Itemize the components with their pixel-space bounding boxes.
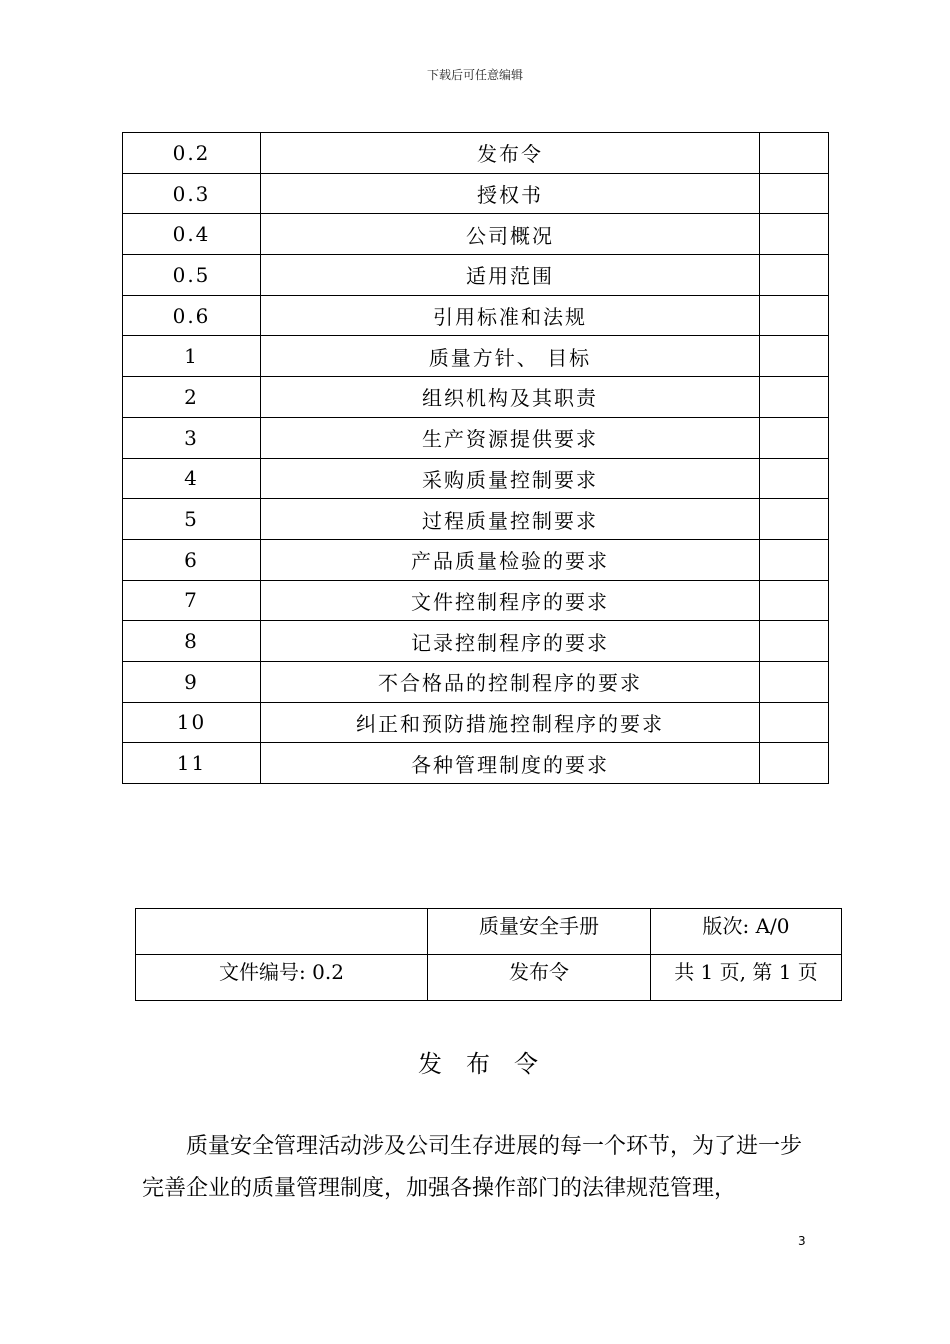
- toc-section-number: 5: [123, 499, 261, 540]
- toc-section-title: 过程质量控制要求: [261, 499, 760, 540]
- toc-page-cell: [760, 499, 829, 540]
- toc-row: [123, 661, 829, 702]
- toc-page-cell: [760, 377, 829, 418]
- doc-info-blank-cell: [136, 909, 428, 955]
- toc-row: [123, 133, 829, 174]
- toc-section-number: 9: [123, 661, 261, 702]
- toc-row: [123, 295, 829, 336]
- toc-row: [123, 702, 829, 743]
- toc-section-title: 质量方针、 目标: [261, 336, 760, 377]
- toc-page-cell: [760, 336, 829, 377]
- toc-section-title: 各种管理制度的要求: [261, 743, 760, 784]
- toc-page-cell: [760, 214, 829, 255]
- toc-section-title: 纠正和预防措施控制程序的要求: [261, 702, 760, 743]
- toc-page-cell: [760, 458, 829, 499]
- toc-section-title: 适用范围: [261, 255, 760, 296]
- toc-page-cell: [760, 702, 829, 743]
- toc-page-cell: [760, 621, 829, 662]
- toc-row: [123, 743, 829, 784]
- toc-page-cell: [760, 133, 829, 174]
- toc-section-number: 8: [123, 621, 261, 662]
- toc-row: [123, 458, 829, 499]
- toc-row: [123, 377, 829, 418]
- document-info-table: [135, 908, 842, 1001]
- toc-body: [123, 133, 829, 784]
- table-of-contents: [122, 132, 829, 784]
- toc-section-number: 1: [123, 336, 261, 377]
- toc-section-number: 0.5: [123, 255, 261, 296]
- toc-section-title: 授权书: [261, 173, 760, 214]
- toc-section-title: 组织机构及其职责: [261, 377, 760, 418]
- page-number: 3: [798, 1234, 806, 1248]
- toc-section-number: 0.3: [123, 173, 261, 214]
- version-cell: 版次: A/0: [651, 909, 842, 955]
- toc-page-cell: [760, 580, 829, 621]
- toc-row: [123, 336, 829, 377]
- toc-section-title: 采购质量控制要求: [261, 458, 760, 499]
- doc-info-row: [136, 955, 842, 1001]
- toc-section-title: 引用标准和法规: [261, 295, 760, 336]
- body-paragraph: 质量安全管理活动涉及公司生存进展的每一个环节，为了进一步完善企业的质量管理制度，加强各操作部门的法律规范管理，: [142, 1134, 803, 1201]
- toc-row: [123, 255, 829, 296]
- toc-page-cell: [760, 539, 829, 580]
- toc-row: [123, 621, 829, 662]
- toc-section-number: 10: [123, 702, 261, 743]
- toc-page-cell: [760, 661, 829, 702]
- toc-row: [123, 580, 829, 621]
- toc-section-number: 0.2: [123, 133, 261, 174]
- toc-section-title: 公司概况: [261, 214, 760, 255]
- toc-section-number: 6: [123, 539, 261, 580]
- document-name-cell: 发布令: [428, 955, 651, 1001]
- toc-row: [123, 499, 829, 540]
- toc-row: [123, 539, 829, 580]
- manual-title-cell: 质量安全手册: [428, 909, 651, 955]
- toc-page-cell: [760, 295, 829, 336]
- toc-section-number: 7: [123, 580, 261, 621]
- toc-section-title: 文件控制程序的要求: [261, 580, 760, 621]
- toc-page-cell: [760, 743, 829, 784]
- toc-page-cell: [760, 417, 829, 458]
- section-title: 发布令: [418, 1050, 562, 1078]
- toc-section-number: 0.4: [123, 214, 261, 255]
- toc-page-cell: [760, 173, 829, 214]
- toc-section-title: 产品质量检验的要求: [261, 539, 760, 580]
- doc-info-row: [136, 909, 842, 955]
- toc-section-title: 不合格品的控制程序的要求: [261, 661, 760, 702]
- toc-row: [123, 417, 829, 458]
- toc-section-number: 2: [123, 377, 261, 418]
- toc-section-number: 11: [123, 743, 261, 784]
- toc-page-cell: [760, 255, 829, 296]
- toc-section-title: 发布令: [261, 133, 760, 174]
- toc-section-number: 4: [123, 458, 261, 499]
- toc-section-title: 生产资源提供要求: [261, 417, 760, 458]
- toc-row: [123, 214, 829, 255]
- toc-row: [123, 173, 829, 214]
- toc-section-number: 0.6: [123, 295, 261, 336]
- header-note: 下载后可任意编辑: [426, 68, 523, 82]
- document-number-cell: 文件编号: 0.2: [136, 955, 428, 1001]
- toc-section-title: 记录控制程序的要求: [261, 621, 760, 662]
- toc-section-number: 3: [123, 417, 261, 458]
- page-count-cell: 共 1 页, 第 1 页: [651, 955, 842, 1001]
